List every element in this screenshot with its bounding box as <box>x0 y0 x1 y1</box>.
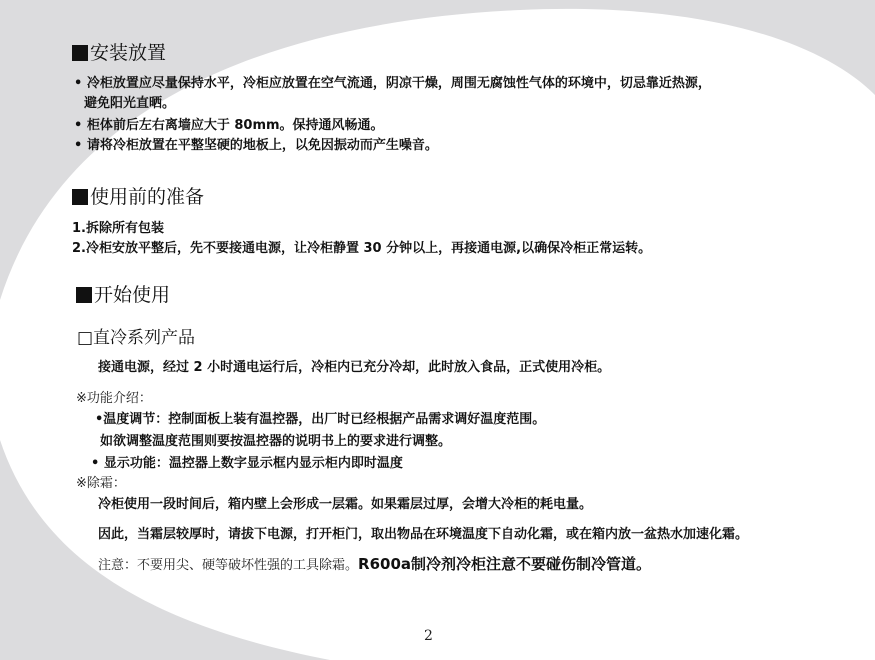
defrost-line-2: 因此，当霜层较厚时，请拔下电源，打开柜门，取出物品在环境温度下自动化霜，或在箱内放一盆热水加速化霜。 <box>98 527 749 542</box>
black-square-icon <box>76 287 92 303</box>
page-number: 2 <box>424 628 433 644</box>
prepare-step-2: 2.冷柜安放平整后，先不要接通电源，让冷柜静置 30 分钟以上，再接通电源,以确保冷柜正常运转。 <box>72 241 652 256</box>
function-temperature: •温度调节：控制面板上装有温控器，出厂时已经根据产品需求调好温度范围。 <box>95 412 546 427</box>
functions-label: ※功能介绍： <box>76 391 152 406</box>
subsection-direct-cooling: □直冷系列产品 <box>77 328 196 348</box>
defrost-note <box>98 553 651 574</box>
function-temperature-cont: 如欲调整温度范围则要按温控器的说明书上的要求进行调整。 <box>100 434 452 449</box>
black-square-icon <box>72 45 88 61</box>
install-bullet-1-cont: 避免阳光直晒。 <box>84 96 176 111</box>
black-square-icon <box>72 189 88 205</box>
function-display: • 显示功能：温控器上数字显示框内显示柜内即时温度 <box>91 456 403 471</box>
install-bullet-2: • 柜体前后左右离墙应大于 80mm。保持通风畅通。 <box>74 118 384 133</box>
note-refrigerant-warning: R600a制冷剂冷柜注意不要碰伤制冷管道。 <box>358 555 652 573</box>
defrost-label: ※除霜： <box>76 476 126 491</box>
section-prepare-heading: 使用前的准备 <box>72 182 204 209</box>
install-bullet-3: • 请将冷柜放置在平整坚硬的地板上，以免因振动而产生噪音。 <box>74 138 438 153</box>
defrost-line-1: 冷柜使用一段时间后，箱内壁上会形成一层霜。如果霜层过厚，会增大冷柜的耗电量。 <box>98 497 593 512</box>
start-intro: 接通电源，经过 2 小时通电运行后，冷柜内已充分冷却，此时放入食品，正式使用冷柜。 <box>98 360 611 375</box>
note-prefix: 注意：不要用尖、硬等破坏性强的工具除霜。 <box>98 558 359 573</box>
section-start-heading: 开始使用 <box>76 280 170 307</box>
prepare-step-1: 1.拆除所有包装 <box>72 221 164 236</box>
install-bullet-1: • 冷柜放置应尽量保持水平，冷柜应放置在空气流通，阴凉干燥，周围无腐蚀性气体的环境中，切忌靠近热源， <box>74 76 711 91</box>
section-install-heading: 安装放置 <box>72 38 166 65</box>
